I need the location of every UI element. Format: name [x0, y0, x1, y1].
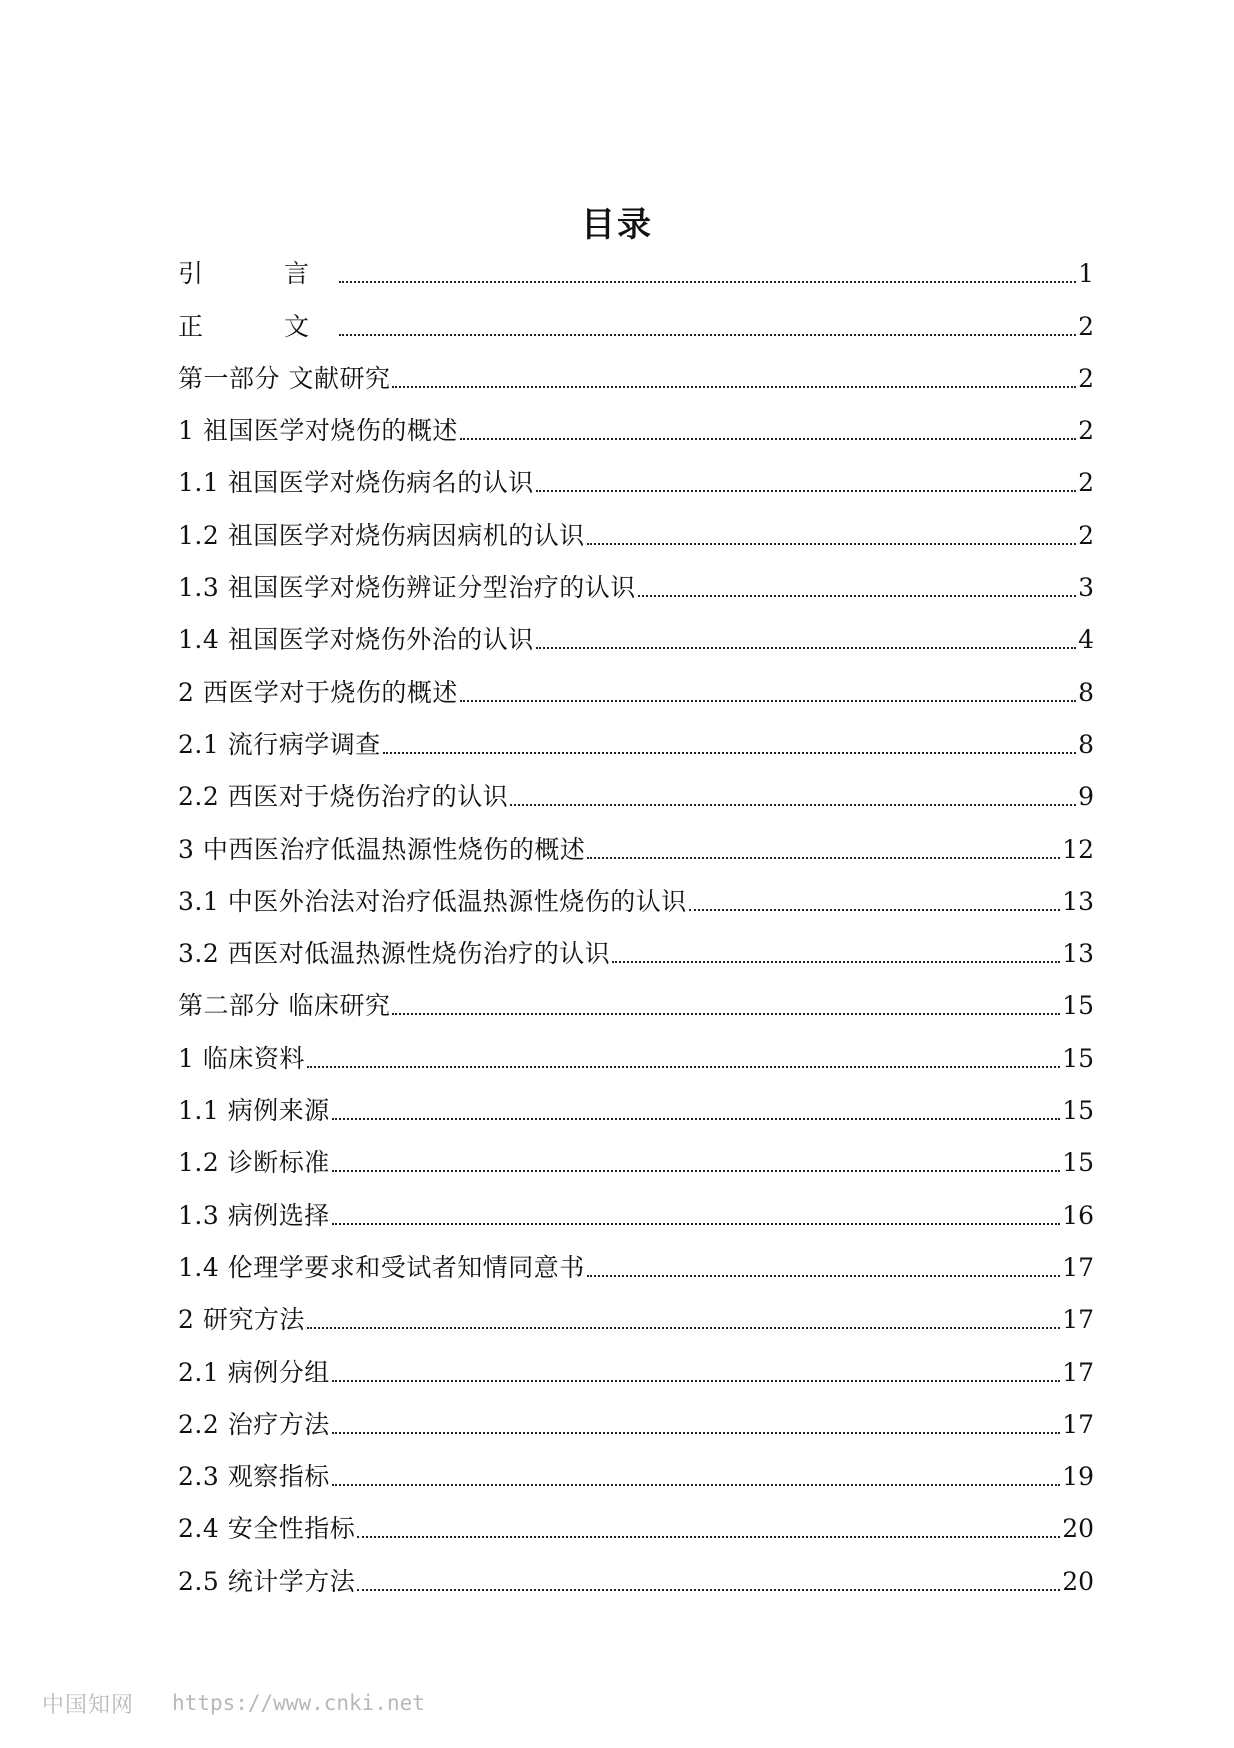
toc-entry-page-number: 17 — [1062, 1357, 1094, 1387]
toc-entry[interactable] — [178, 1232, 1094, 1284]
toc-entry-label: 2.1 流行病学调查 — [178, 729, 381, 759]
toc-entry-label: 2 研究方法 — [178, 1305, 305, 1335]
toc-entry-page-number: 20 — [1062, 1514, 1094, 1544]
table-of-contents — [178, 238, 1094, 1598]
toc-title: 目录 — [581, 204, 653, 245]
toc-entry-label: 引 言 — [178, 259, 338, 289]
toc-entry-page-number: 17 — [1062, 1305, 1094, 1335]
toc-entry-label: 1 临床资料 — [178, 1043, 305, 1073]
toc-dot-leader — [332, 1483, 1060, 1486]
toc-dot-leader — [612, 960, 1060, 963]
toc-entry-label: 3.1 中医外治法对治疗低温热源性烧伤的认识 — [178, 886, 687, 916]
toc-dot-leader — [689, 908, 1060, 911]
toc-dot-leader — [332, 1379, 1060, 1382]
toc-entry-label: 1.1 祖国医学对烧伤病名的认识 — [178, 468, 534, 498]
toc-dot-leader — [357, 1535, 1060, 1538]
toc-dot-leader — [357, 1588, 1060, 1591]
toc-entry[interactable] — [178, 656, 1094, 708]
toc-entry[interactable] — [178, 709, 1094, 761]
toc-entry-label: 1.4 祖国医学对烧伤外治的认识 — [178, 625, 534, 655]
toc-entry-page-number: 1 — [1078, 259, 1094, 289]
toc-dot-leader — [460, 699, 1076, 702]
toc-dot-leader — [510, 803, 1076, 806]
toc-dot-leader — [307, 1065, 1060, 1068]
toc-entry-page-number: 9 — [1078, 782, 1094, 812]
toc-entry[interactable] — [178, 918, 1094, 970]
toc-entry-label: 第一部分 文献研究 — [178, 363, 391, 393]
toc-entry-page-number: 15 — [1062, 991, 1094, 1021]
toc-entry-page-number: 17 — [1062, 1409, 1094, 1439]
toc-entry-page-number: 15 — [1062, 1096, 1094, 1126]
toc-dot-leader — [587, 542, 1076, 545]
toc-entry-page-number: 8 — [1078, 729, 1094, 759]
toc-entry-page-number: 15 — [1062, 1148, 1094, 1178]
toc-dot-leader — [332, 1169, 1060, 1172]
toc-dot-leader — [332, 1117, 1060, 1120]
toc-entry-page-number: 3 — [1078, 573, 1094, 603]
toc-dot-leader — [587, 856, 1060, 859]
toc-entry-page-number: 8 — [1078, 677, 1094, 707]
toc-dot-leader — [460, 437, 1076, 440]
toc-entry-page-number: 16 — [1062, 1200, 1094, 1230]
toc-dot-leader — [536, 646, 1076, 649]
toc-entry-page-number: 4 — [1078, 625, 1094, 655]
toc-dot-leader — [339, 333, 1076, 336]
toc-entry-label: 2.2 治疗方法 — [178, 1409, 330, 1439]
toc-dot-leader — [383, 751, 1076, 754]
toc-entry[interactable] — [178, 761, 1094, 813]
toc-entry-label: 2.3 观察指标 — [178, 1462, 330, 1492]
footer-watermark — [42, 1688, 425, 1718]
toc-entry[interactable] — [178, 813, 1094, 865]
toc-entry-label: 2.4 安全性指标 — [178, 1514, 356, 1544]
toc-entry-page-number: 20 — [1062, 1566, 1094, 1596]
toc-entry[interactable] — [178, 499, 1094, 551]
toc-entry[interactable] — [178, 343, 1094, 395]
toc-entry-page-number: 12 — [1062, 834, 1094, 864]
toc-entry-page-number: 2 — [1078, 520, 1094, 550]
footer-site-name: 中国知网 — [42, 1692, 135, 1718]
toc-entry[interactable] — [178, 866, 1094, 918]
toc-entry[interactable] — [178, 1389, 1094, 1441]
toc-entry[interactable] — [178, 1284, 1094, 1336]
toc-entry-page-number: 13 — [1062, 939, 1094, 969]
toc-entry-label: 1.3 病例选择 — [178, 1200, 330, 1230]
toc-entry[interactable] — [178, 1441, 1094, 1493]
toc-entry[interactable] — [178, 970, 1094, 1022]
toc-entry[interactable] — [178, 1022, 1094, 1074]
toc-entry-label: 第二部分 临床研究 — [178, 991, 391, 1021]
toc-dot-leader — [536, 489, 1076, 492]
toc-entry[interactable] — [178, 604, 1094, 656]
toc-entry-page-number: 2 — [1078, 363, 1094, 393]
toc-entry-page-number: 17 — [1062, 1252, 1094, 1282]
toc-entry-label: 正 文 — [178, 311, 338, 341]
toc-dot-leader — [392, 1012, 1060, 1015]
toc-dot-leader — [587, 1274, 1060, 1277]
toc-entry-label: 1.2 祖国医学对烧伤病因病机的认识 — [178, 520, 585, 550]
toc-entry-label: 1.3 祖国医学对烧伤辨证分型治疗的认识 — [178, 573, 636, 603]
toc-entry[interactable] — [178, 238, 1094, 290]
toc-entry[interactable] — [178, 290, 1094, 342]
toc-entry-page-number: 19 — [1062, 1462, 1094, 1492]
toc-entry-page-number: 2 — [1078, 311, 1094, 341]
toc-entry[interactable] — [178, 552, 1094, 604]
toc-entry[interactable] — [178, 1127, 1094, 1179]
toc-entry[interactable] — [178, 1545, 1094, 1597]
toc-entry-label: 3.2 西医对低温热源性烧伤治疗的认识 — [178, 939, 611, 969]
toc-entry[interactable] — [178, 395, 1094, 447]
toc-entry-label: 1 祖国医学对烧伤的概述 — [178, 416, 458, 446]
toc-entry-label: 2.1 病例分组 — [178, 1357, 330, 1387]
toc-entry-label: 1.1 病例来源 — [178, 1096, 330, 1126]
footer-url: https://www.cnki.net — [172, 1691, 425, 1715]
toc-dot-leader — [638, 594, 1076, 597]
toc-entry-page-number: 2 — [1078, 468, 1094, 498]
toc-entry[interactable] — [178, 1179, 1094, 1231]
toc-entry-label: 2 西医学对于烧伤的概述 — [178, 677, 458, 707]
toc-entry-label: 2.5 统计学方法 — [178, 1566, 356, 1596]
toc-dot-leader — [307, 1326, 1060, 1329]
toc-entry[interactable] — [178, 1336, 1094, 1388]
toc-entry-page-number: 15 — [1062, 1043, 1094, 1073]
toc-entry-label: 1.4 伦理学要求和受试者知情同意书 — [178, 1252, 585, 1282]
toc-entry-label: 3 中西医治疗低温热源性烧伤的概述 — [178, 834, 586, 864]
toc-entry-label: 1.2 诊断标准 — [178, 1148, 330, 1178]
toc-dot-leader — [392, 385, 1076, 388]
toc-entry[interactable] — [178, 1493, 1094, 1545]
toc-dot-leader — [332, 1222, 1060, 1225]
toc-entry[interactable] — [178, 447, 1094, 499]
toc-dot-leader — [332, 1431, 1060, 1434]
toc-dot-leader — [339, 280, 1076, 283]
toc-entry-label: 2.2 西医对于烧伤治疗的认识 — [178, 782, 509, 812]
toc-entry-page-number: 2 — [1078, 416, 1094, 446]
toc-entry-page-number: 13 — [1062, 886, 1094, 916]
toc-entry[interactable] — [178, 1075, 1094, 1127]
